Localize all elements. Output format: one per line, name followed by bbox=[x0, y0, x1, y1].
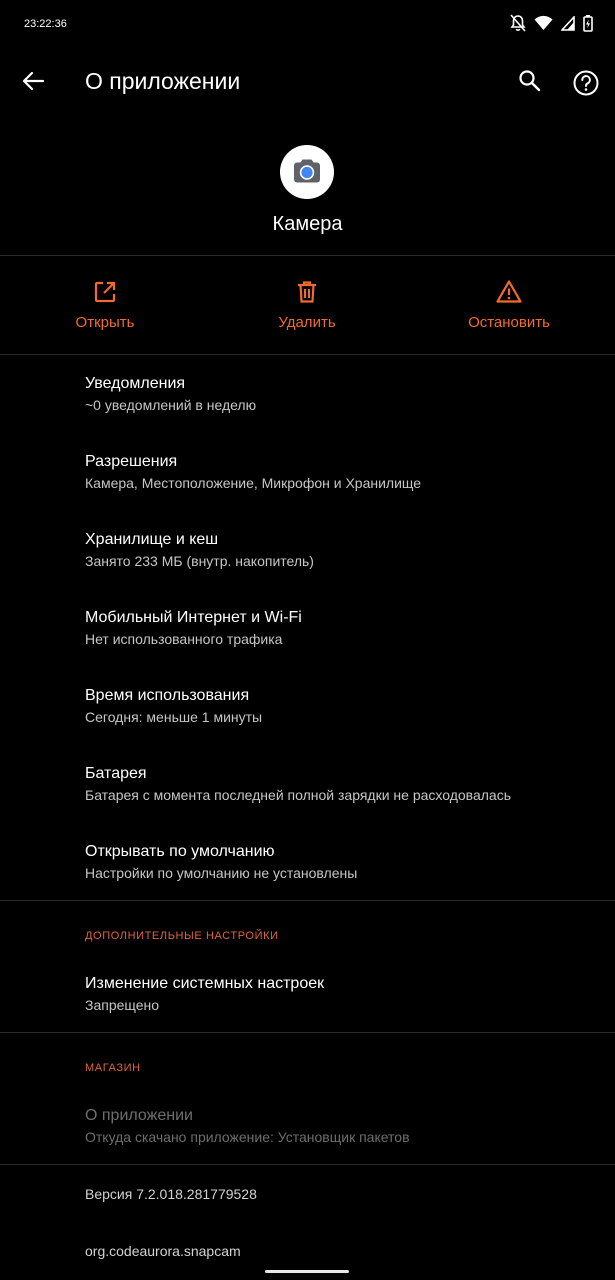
app-name: Камера bbox=[272, 213, 343, 235]
battery-charging-icon bbox=[583, 15, 593, 32]
item-subtitle: Откуда скачано приложение: Установщик пакетов bbox=[85, 1129, 410, 1145]
divider bbox=[0, 1032, 615, 1033]
open-in-new-icon bbox=[91, 278, 119, 306]
item-subtitle: ~0 уведомлений в неделю bbox=[85, 397, 257, 413]
help-icon bbox=[566, 63, 606, 103]
app-details-item bbox=[85, 1107, 595, 1145]
item-title: Изменение системных настроек bbox=[85, 975, 325, 992]
camera-app-icon bbox=[280, 145, 334, 199]
open-by-default-item[interactable] bbox=[85, 843, 595, 881]
wifi-icon bbox=[534, 15, 553, 31]
package-name-text: org.codeaurora.snapcam bbox=[85, 1243, 241, 1259]
search-button[interactable] bbox=[512, 63, 548, 99]
app-header bbox=[0, 140, 615, 254]
divider bbox=[0, 1164, 615, 1165]
search-icon bbox=[512, 63, 548, 99]
screen-time-item[interactable] bbox=[85, 687, 595, 725]
status-icons bbox=[510, 14, 593, 32]
open-button-label: Открыть bbox=[75, 314, 135, 331]
notifications-item[interactable] bbox=[85, 375, 595, 413]
item-title: Разрешения bbox=[85, 453, 178, 470]
page-title: О приложении bbox=[85, 68, 241, 94]
back-button[interactable] bbox=[16, 63, 52, 99]
item-title: О приложении bbox=[85, 1107, 193, 1124]
action-buttons bbox=[0, 256, 615, 354]
warning-icon bbox=[495, 278, 523, 306]
storage-item[interactable] bbox=[85, 531, 595, 569]
store-section-header: МАГАЗИН bbox=[85, 1062, 141, 1074]
notifications-off-icon bbox=[510, 14, 526, 32]
force-stop-button[interactable] bbox=[439, 278, 579, 338]
advanced-section-header: ДОПОЛНИТЕЛЬНЫЕ НАСТРОЙКИ bbox=[85, 930, 279, 942]
modify-system-settings-item[interactable] bbox=[85, 975, 595, 1013]
item-title: Время использования bbox=[85, 687, 250, 704]
item-title: Хранилище и кеш bbox=[85, 531, 219, 548]
item-subtitle: Занято 233 МБ (внутр. накопитель) bbox=[85, 553, 314, 569]
item-subtitle: Камера, Местоположение, Микрофон и Хранилище bbox=[85, 475, 422, 491]
uninstall-button[interactable] bbox=[237, 278, 377, 338]
item-subtitle: Батарея с момента последней полной зарядки не расходовалась bbox=[85, 787, 511, 803]
home-indicator[interactable] bbox=[265, 1270, 349, 1273]
camera-icon bbox=[280, 145, 334, 199]
item-title: Мобильный Интернет и Wi-Fi bbox=[85, 609, 302, 626]
item-subtitle: Настройки по умолчанию не установлены bbox=[85, 865, 358, 881]
permissions-item[interactable] bbox=[85, 453, 595, 491]
item-title: Батарея bbox=[85, 765, 147, 782]
status-bar bbox=[0, 0, 615, 50]
item-subtitle: Сегодня: меньше 1 минуты bbox=[85, 709, 263, 725]
item-subtitle: Запрещено bbox=[85, 997, 160, 1013]
open-button[interactable] bbox=[35, 278, 175, 338]
arrow-back-icon bbox=[16, 63, 52, 99]
app-bar bbox=[0, 50, 615, 116]
version-text: Версия 7.2.018.281779528 bbox=[85, 1186, 257, 1202]
status-time: 23:22:36 bbox=[24, 18, 67, 30]
item-title: Открывать по умолчанию bbox=[85, 843, 275, 860]
item-subtitle: Нет использованного трафика bbox=[85, 631, 283, 647]
uninstall-button-label: Удалить bbox=[278, 314, 336, 331]
divider bbox=[0, 900, 615, 901]
trash-icon bbox=[293, 278, 321, 306]
item-title: Уведомления bbox=[85, 375, 186, 392]
help-button[interactable] bbox=[566, 63, 606, 103]
signal-icon bbox=[561, 16, 575, 31]
data-usage-item[interactable] bbox=[85, 609, 595, 647]
battery-item[interactable] bbox=[85, 765, 595, 803]
divider bbox=[0, 354, 615, 355]
force-stop-button-label: Остановить bbox=[468, 314, 550, 331]
